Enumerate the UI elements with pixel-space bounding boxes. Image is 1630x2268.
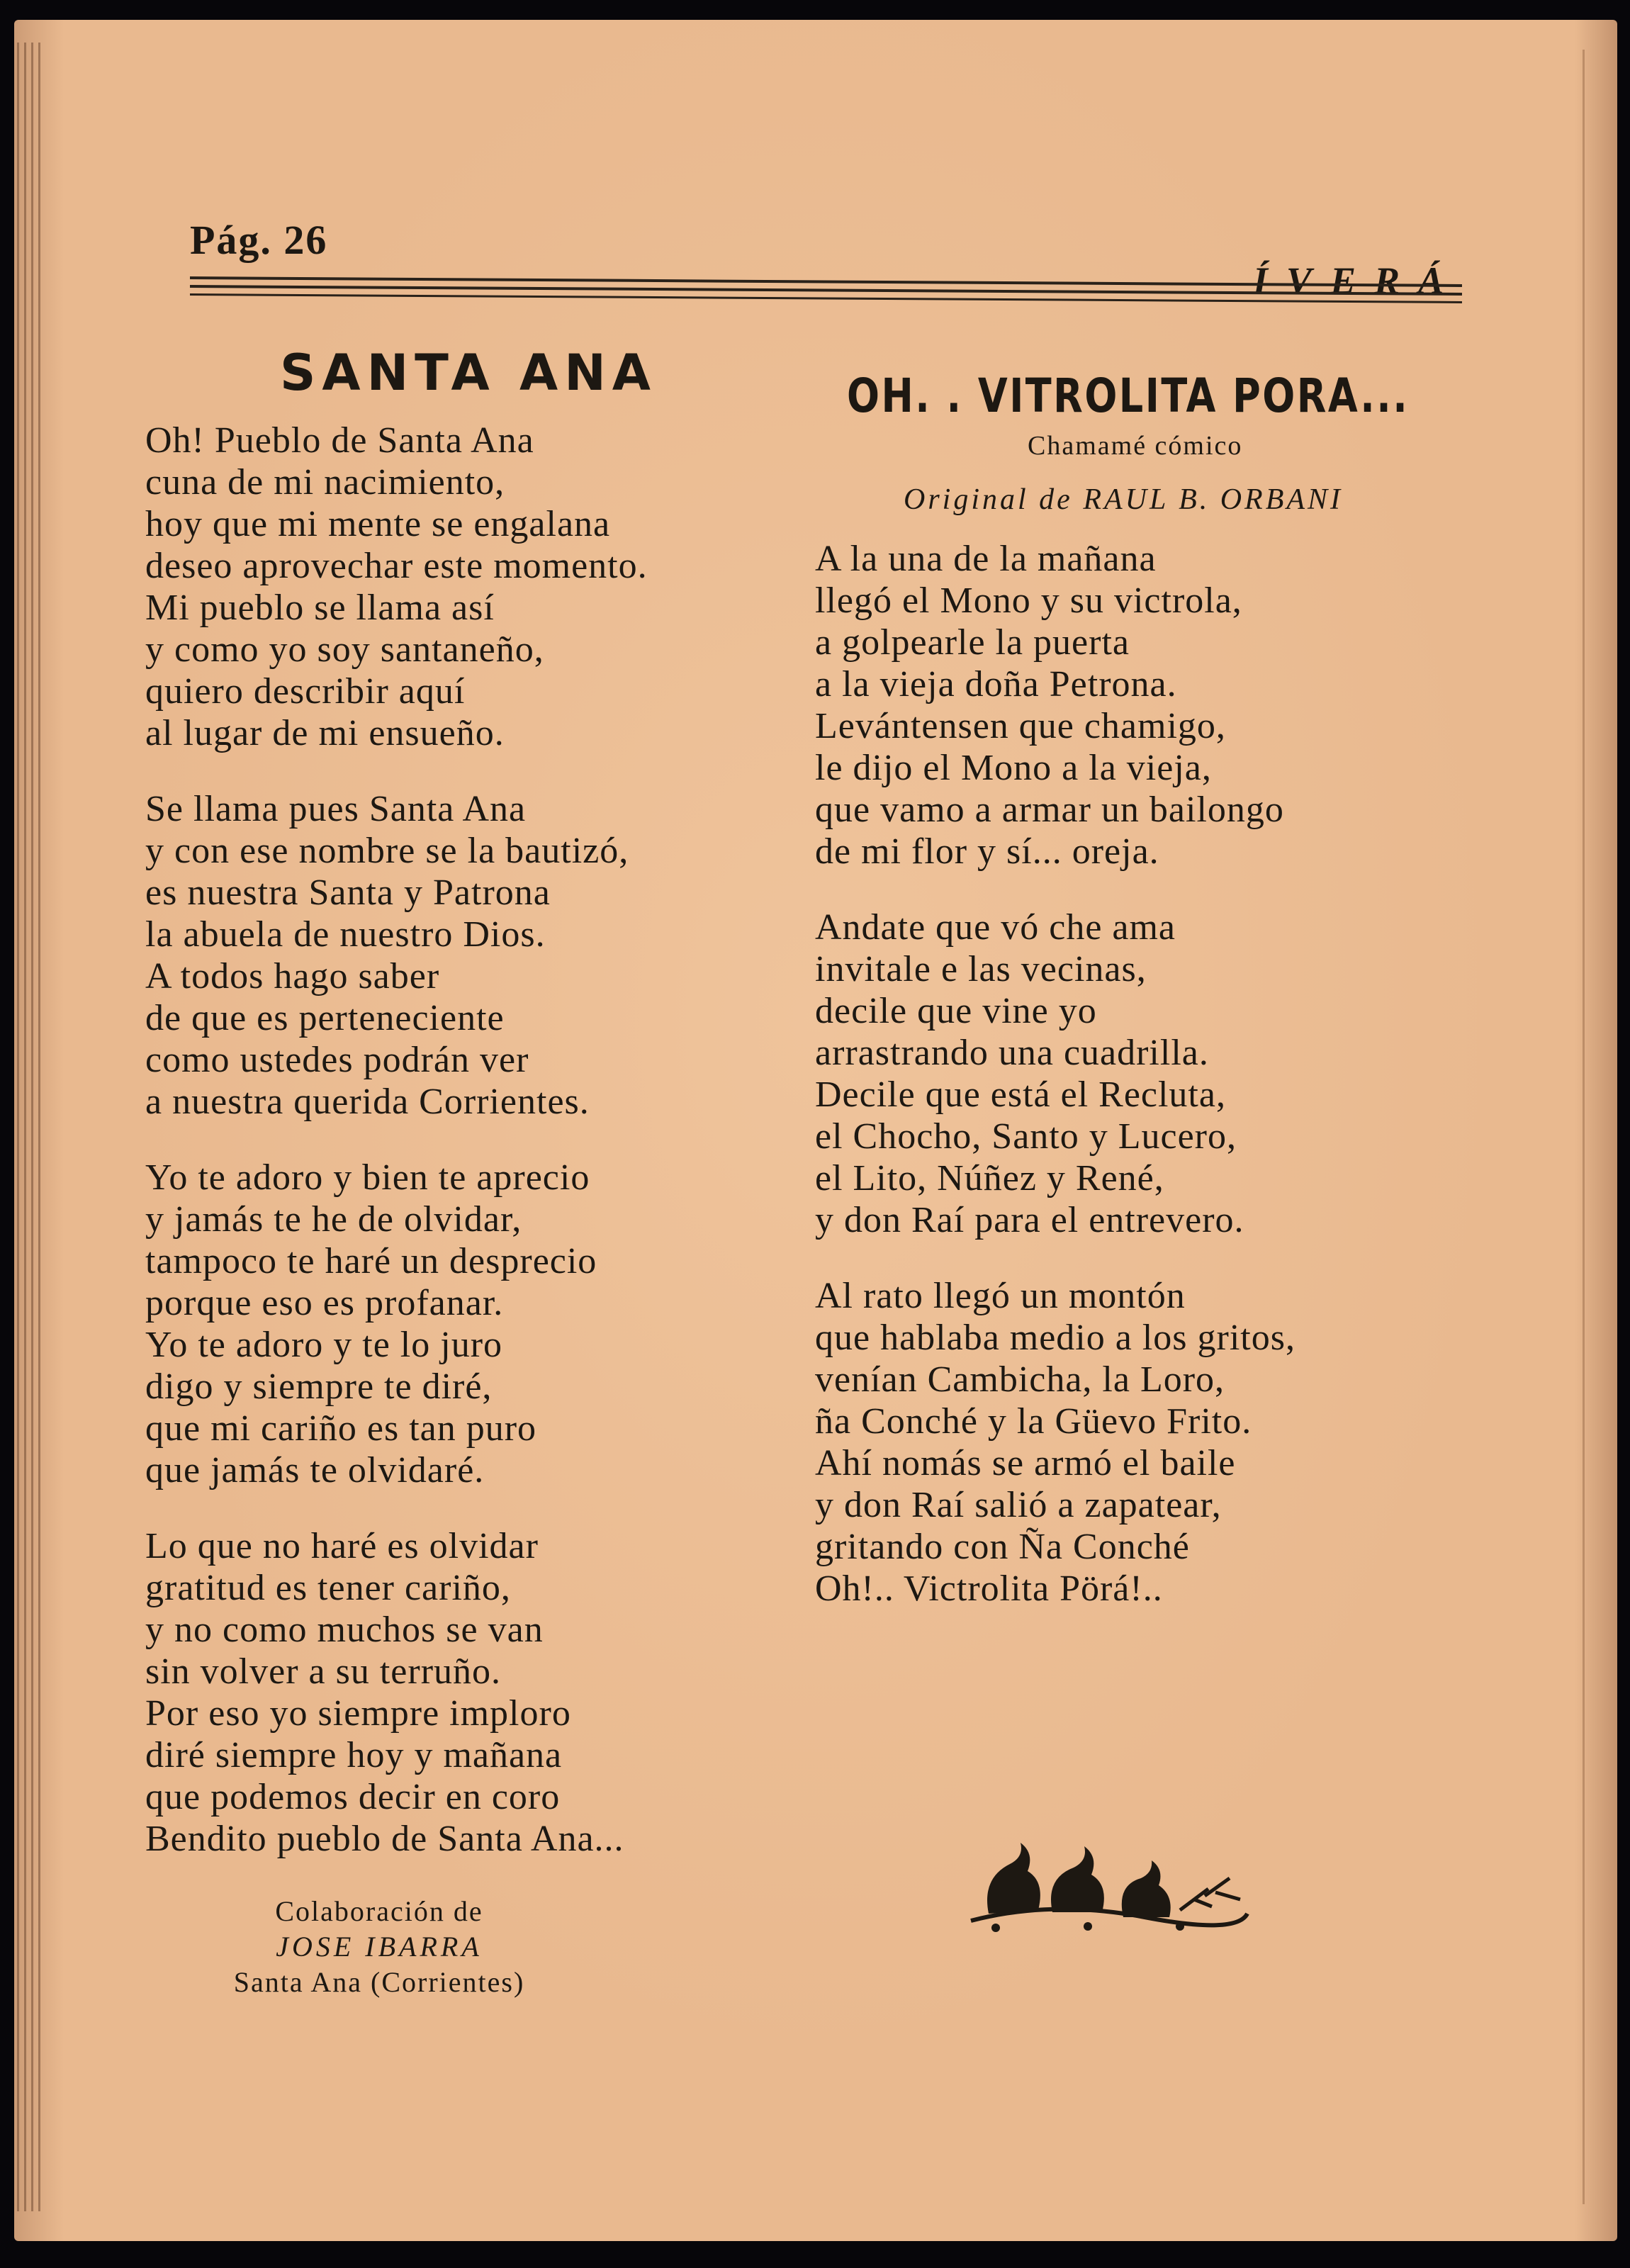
credit-author: JOSE IBARRA (276, 1931, 483, 1963)
poem-line: venían Cambicha, la Loro, (815, 1359, 1225, 1400)
poem-line: porque eso es profanar. (145, 1283, 504, 1323)
page-edge-right (1583, 50, 1613, 2204)
poem-line: y don Raí salió a zapatear, (815, 1485, 1222, 1525)
poem-author: Original de RAUL B. ORBANI (904, 483, 1344, 516)
poem-line: gritando con Ña Conché (815, 1527, 1190, 1567)
stanza (815, 906, 1495, 1241)
poem-line: a golpearle la puerta (815, 622, 1130, 663)
poem-line: A todos hago saber (145, 956, 440, 997)
poem-line: Al rato llegó un montón (815, 1276, 1186, 1316)
poem-line: digo y siempre te diré, (145, 1366, 493, 1407)
poem-line: y don Raí para el entrevero. (815, 1200, 1244, 1240)
poem-subtitle: Chamamé cómico (1028, 431, 1243, 461)
poem-line: le dijo el Mono a la vieja, (815, 748, 1212, 788)
magazine-name: ÍVERÁ (1252, 259, 1462, 302)
poem-line: al lugar de mi ensueño. (145, 713, 505, 753)
poem-line: Ahí nomás se armó el baile (815, 1443, 1236, 1483)
poem-line: Yo te adoro y bien te aprecio (145, 1157, 590, 1198)
right-poem-body (815, 538, 1495, 1610)
poem-line: que podemos decir en coro (145, 1777, 561, 1817)
poem-line: deseo aprovechar este momento. (145, 546, 648, 586)
poem-line: diré siempre hoy y mañana (145, 1735, 563, 1775)
poem-line: gratitud es tener cariño, (145, 1568, 511, 1608)
poem-line: a la vieja doña Petrona. (815, 664, 1177, 704)
poem-line: A la una de la mañana (815, 539, 1157, 579)
stanza (815, 538, 1495, 872)
poem-line: invitale e las vecinas, (815, 949, 1147, 989)
poem-line: Lo que no haré es olvidar (145, 1526, 539, 1566)
poem-line: decile que vine yo (815, 991, 1097, 1031)
poem-line: es nuestra Santa y Patrona (145, 872, 551, 913)
poem-line: Se llama pues Santa Ana (145, 789, 527, 829)
poem-line: cuna de mi nacimiento, (145, 462, 505, 503)
page-header (190, 216, 1462, 330)
poem-line: la abuela de nuestro Dios. (145, 914, 546, 955)
poem-line: hoy que mi mente se engalana (145, 504, 611, 544)
poem-credit (230, 1894, 528, 2000)
poem-line: como ustedes podrán ver (145, 1040, 529, 1080)
page-edges (14, 43, 57, 2211)
poem-line: arrastrando una cuadrilla. (815, 1033, 1209, 1073)
stanza (145, 1525, 783, 1860)
left-poem-body (145, 420, 783, 1860)
poem-line: de que es perteneciente (145, 998, 505, 1038)
poem-line: de mi flor y sí... oreja. (815, 831, 1159, 872)
credit-label: Colaboración de (275, 1895, 483, 1927)
poem-line: Andate que vó che ama (815, 907, 1176, 948)
poem-line: llegó el Mono y su victrola, (815, 580, 1242, 621)
left-column (145, 344, 783, 2000)
poem-line: que jamás te olvidaré. (145, 1450, 485, 1491)
credit-place: Santa Ana (Corrientes) (233, 1966, 525, 1998)
poem-line: tampoco te haré un desprecio (145, 1241, 597, 1281)
poem-line: y jamás te he de olvidar, (145, 1199, 522, 1240)
poem-line: que mi cariño es tan puro (145, 1408, 537, 1449)
stanza (145, 420, 783, 754)
poem-line: que vamo a armar un bailongo (815, 790, 1284, 830)
poem-line: que hablaba medio a los gritos, (815, 1318, 1295, 1358)
birds-on-branch-icon (967, 1829, 1251, 1935)
poem-line: Yo te adoro y te lo juro (145, 1325, 503, 1365)
poem-title-vitrolita: OH. . VITROLITA PORA... (847, 369, 1410, 423)
right-column (815, 354, 1495, 1644)
poem-line: Decile que está el Recluta, (815, 1074, 1226, 1115)
poem-line: Bendito pueblo de Santa Ana... (145, 1819, 624, 1859)
poem-line: Oh! Pueblo de Santa Ana (145, 420, 534, 461)
page-number: Pág. 26 (190, 217, 328, 263)
poem-line: Oh!.. Victrolita Pörá!.. (815, 1568, 1163, 1609)
poem-line: quiero describir aquí (145, 671, 466, 712)
poem-line: ña Conché y la Güevo Frito. (815, 1401, 1252, 1442)
poem-line: Mi pueblo se llama así (145, 588, 495, 628)
poem-line: Por eso yo siempre imploro (145, 1693, 571, 1734)
stanza (815, 1275, 1495, 1610)
poem-line: y con ese nombre se la bautizó, (145, 831, 629, 871)
stanza (145, 788, 783, 1123)
poem-title-santa-ana: SANTA ANA (280, 344, 657, 402)
poem-line: el Chocho, Santo y Lucero, (815, 1116, 1237, 1157)
stanza (145, 1157, 783, 1491)
poem-line: el Lito, Núñez y René, (815, 1158, 1164, 1198)
poem-line: sin volver a su terruño. (145, 1651, 502, 1692)
poem-line: y no como muchos se van (145, 1610, 544, 1650)
poem-line: a nuestra querida Corrientes. (145, 1082, 590, 1122)
poem-line: Levántensen que chamigo, (815, 706, 1226, 746)
poem-line: y como yo soy santaneño, (145, 629, 544, 670)
